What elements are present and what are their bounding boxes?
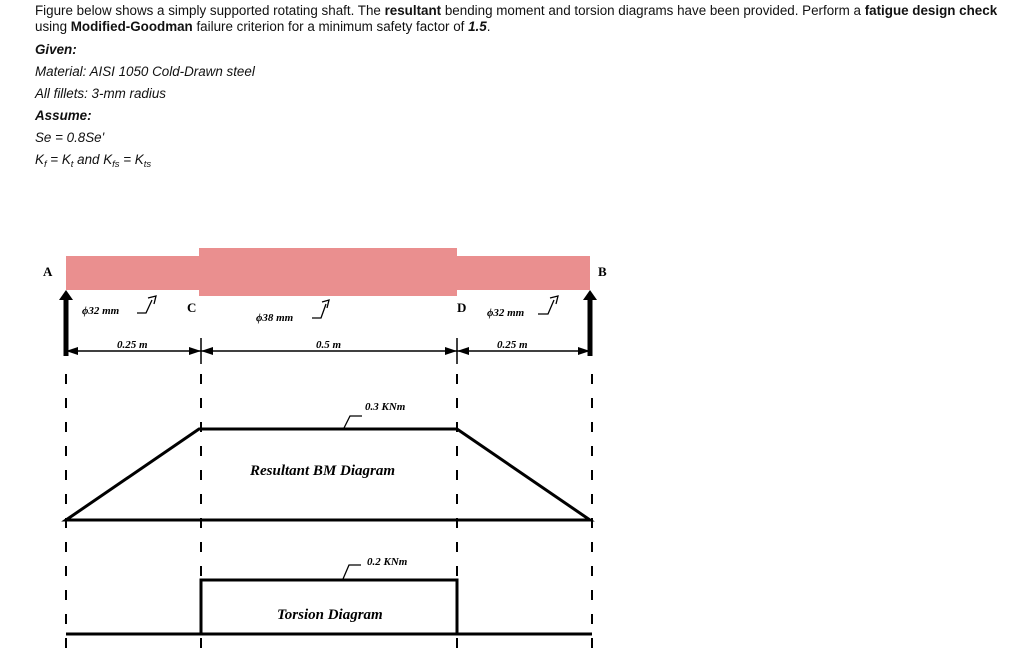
label-c: C	[187, 300, 197, 315]
label-d: D	[457, 300, 467, 315]
problem-text-1: Figure below shows a simply supported rotating shaft. The	[35, 3, 385, 18]
reaction-arrow-right	[583, 290, 597, 356]
diameter-left: ϕ32 mm	[82, 305, 120, 317]
shaft-right-section	[457, 256, 590, 290]
dimension-arrow-5	[457, 347, 469, 355]
diameter-middle-leader	[312, 300, 329, 318]
dimension-arrow-4	[445, 347, 457, 355]
bm-title: Resultant BM Diagram	[250, 463, 396, 479]
length-right: 0.25 m	[497, 339, 528, 351]
shaft-middle-section	[199, 248, 457, 296]
problem-bold-safety-factor: 1.5	[468, 19, 487, 34]
length-left: 0.25 m	[117, 339, 148, 351]
diameter-right-leader	[538, 296, 558, 314]
torsion-title: Torsion Diagram	[277, 607, 383, 623]
problem-bold-fatigue: fatigue design check	[864, 3, 998, 18]
torsion-value: 0.2 KNm	[367, 556, 408, 568]
bm-value: 0.3 KNm	[365, 401, 406, 413]
problem-text-4: failure criterion for a minimum safety factor of	[192, 19, 469, 34]
problem-bold-resultant: resultant	[384, 3, 442, 18]
assume-se: Se = 0.8Se'	[35, 130, 105, 145]
torsion-value-leader	[343, 565, 361, 579]
given-heading: Given:	[35, 42, 77, 57]
diameter-left-leader	[137, 296, 156, 313]
diameter-middle: ϕ38 mm	[256, 312, 294, 324]
problem-text-2: bending moment and torsion diagrams have been provided. Perform a	[441, 3, 865, 18]
dimension-arrow-3	[201, 347, 213, 355]
assume-k-factors: $K_f = K_t$ and $K_{fs} = K_{ts}$	[35, 152, 152, 170]
label-a: A	[43, 264, 53, 279]
label-b: B	[598, 264, 607, 279]
diameter-right: ϕ32 mm	[487, 307, 525, 319]
given-fillets: All fillets: 3-mm radius	[35, 86, 166, 101]
problem-text-3: using	[35, 19, 71, 34]
problem-text-5: .	[486, 19, 491, 34]
dimension-arrow-2	[189, 347, 201, 355]
shaft-left-section	[66, 256, 199, 290]
assume-heading: Assume:	[35, 108, 92, 123]
bm-value-leader	[344, 416, 362, 428]
reaction-arrow-left	[59, 290, 73, 356]
problem-bold-goodman: Modified-Goodman	[70, 19, 193, 34]
length-middle: 0.5 m	[316, 339, 342, 351]
given-material: Material: AISI 1050 Cold-Drawn steel	[35, 64, 255, 79]
